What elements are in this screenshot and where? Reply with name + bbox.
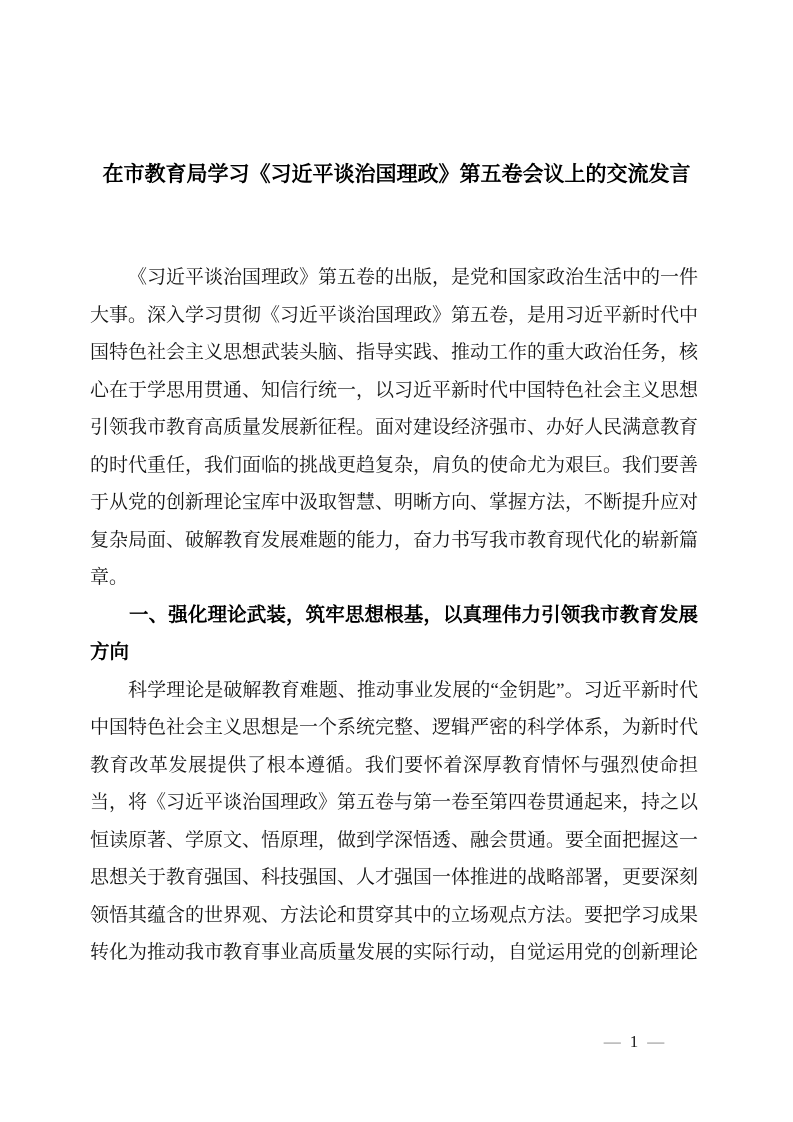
page-number-footer [534,1030,734,1054]
body-paragraph-1: 《习近平谈治国理政》第五卷的出版，是党和国家政治生活中的一件大事。深入学习贯彻《习近平谈治国理政》第五卷，是用习近平新时代中国特色社会主义思想武装头脑、指导实践、推动工作的重大政治任务，核心在于学思用贯通、知信行统一，以习近平新时代中国特色社会主义思想引领我市教育高质量发展新征程。面对建设经济强市、办好人民满意教育的时代重任，我们面临的挑战更趋复杂，肩负的使命尤为艰巨。我们要善于从党的创新理论宝库中汲取智慧、明晰方向、掌握方法，不断提升应对复杂局面、破解教育发展难题的能力，奋力书写我市教育现代化的崭新篇章。 [90,267,699,588]
page-number: 1 [629,1032,639,1051]
page-number-dash-right: — [647,1032,665,1051]
page-number-dash-left: — [603,1032,621,1051]
section-heading-1: 一、强化理论武装，筑牢思想根基，以真理伟力引领我市教育发展方向 [90,603,698,663]
body-paragraph-2: 科学理论是破解教育难题、推动事业发展的“金钥匙”。习近平新时代中国特色社会主义思想是一个系统完整、逻辑严密的科学体系，为新时代教育改革发展提供了根本遵循。我们要怀着深厚教育情怀与强烈使命担当，将《习近平谈治国理政》第五卷与第一卷至第四卷贯通起来，持之以恒读原著、学原文、悟原理，做到学深悟透、融会贯通。要全面把握这一思想关于教育强国、科技强国、人才强国一体推进的战略部署，更要深刻领悟其蕴含的世界观、方法论和贯穿其中的立场观点方法。要把学习成果转化为推动我市教育事业高质量发展的实际行动，自觉运用党的创新理论 [90,679,699,963]
document-body [90,259,698,972]
document-title: 在市教育局学习《习近平谈治国理政》第五卷会议上的交流发言 [102,163,691,186]
